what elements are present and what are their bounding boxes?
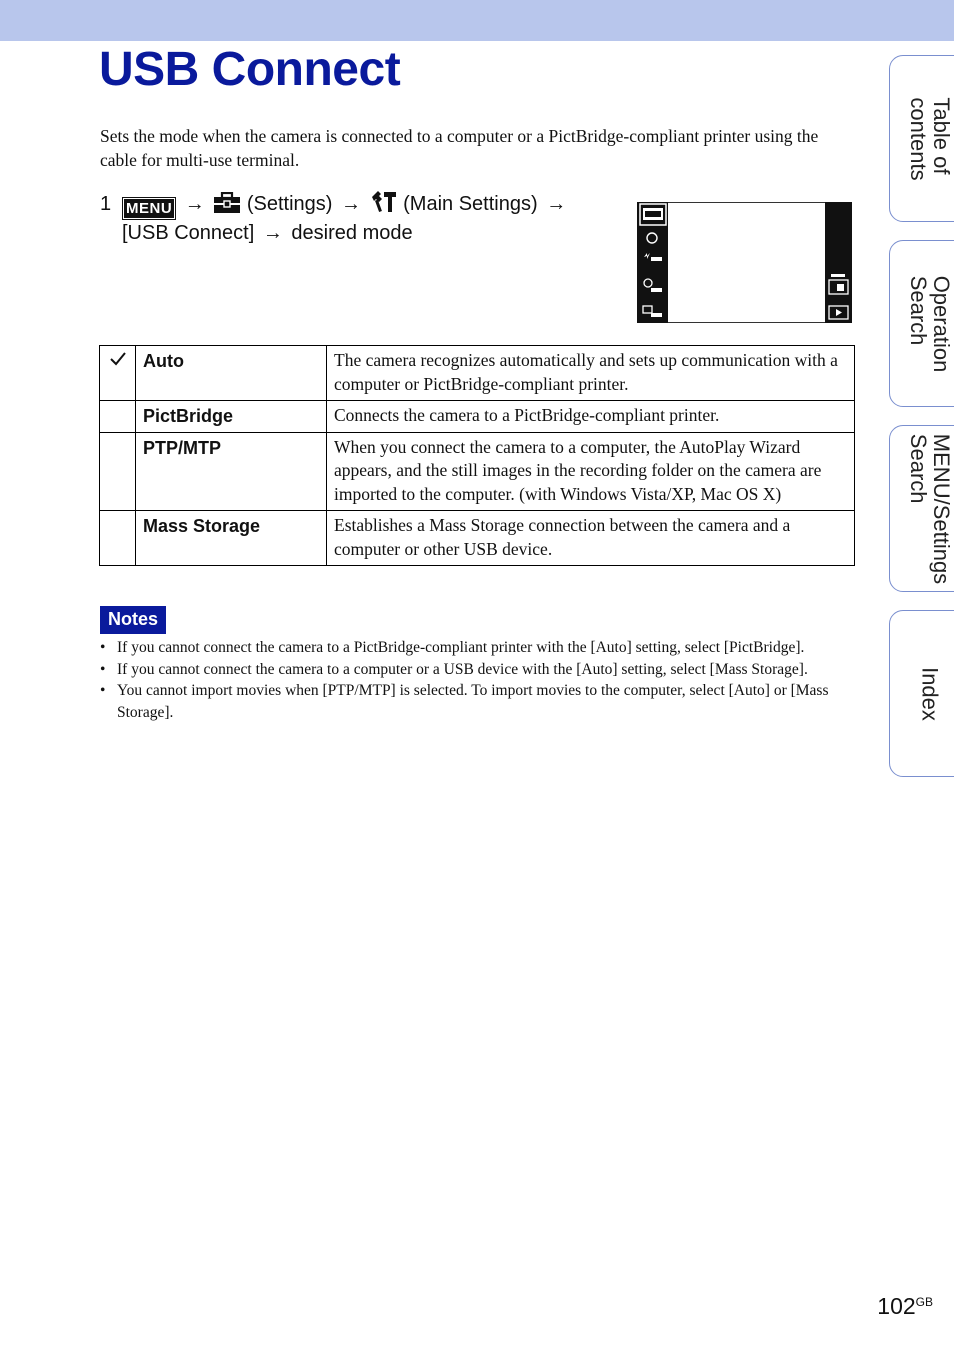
icon-cell (100, 432, 136, 511)
notes-heading: Notes (100, 606, 166, 634)
usb-connect-text: [USB Connect] (122, 222, 255, 244)
mode-table (99, 345, 855, 566)
tab-label (907, 275, 953, 372)
note-item: • If you cannot connect the camera to a PictBridge-compliant printer with the [Auto] setting, select [PictBridge]. (100, 637, 840, 659)
mode-description: Connects the camera to a PictBridge-compliant printer. (327, 401, 855, 433)
top-color-bar (0, 0, 954, 41)
tab-label (907, 433, 953, 583)
page-number-value: 102 (877, 1293, 916, 1319)
note-item: • If you cannot connect the camera to a computer or a USB device with the [Auto] setting, select [Mass Storage]. (100, 659, 840, 681)
default-checkmark-cell (100, 346, 136, 401)
tab-operation-search[interactable] (889, 240, 954, 407)
screen-left-bar (637, 202, 668, 323)
tab-label (919, 667, 942, 721)
desired-mode-text: desired mode (291, 222, 413, 244)
arrow-icon: → (262, 222, 283, 244)
table-row (100, 432, 855, 511)
main-settings-text: (Main Settings) (403, 193, 538, 215)
settings-text: (Settings) (246, 193, 333, 215)
menu-icon: MENU (122, 197, 176, 220)
step-number: 1 (100, 193, 112, 215)
mode-description: The camera recognizes automatically and sets up communication with a computer or PictBridge-compliant printer. (327, 346, 855, 401)
table-row (100, 346, 855, 401)
arrow-icon: → (184, 193, 205, 215)
tab-label-line: Operation (929, 275, 954, 372)
arrow-icon: → (546, 193, 567, 215)
icon-cell (100, 511, 136, 566)
tab-index[interactable] (889, 610, 954, 777)
screen-frame (668, 202, 825, 323)
mode-name: PictBridge (136, 401, 327, 433)
tab-label (907, 97, 953, 180)
tab-label-line: Index (917, 666, 943, 721)
checkmark-icon (110, 353, 126, 370)
mode-name: Auto (136, 346, 327, 401)
mode-name: Mass Storage (136, 511, 327, 566)
step-line-2 (122, 219, 413, 248)
tab-label-line: Search (906, 433, 931, 504)
mode-description: When you connect the camera to a computer, the AutoPlay Wizard appears, and the still images in the recording folder on the camera are imported to the computer. (with Windows Vista/XP, Mac OS X) (327, 432, 855, 511)
intro-text: Sets the mode when the camera is connected to a computer or a PictBridge-compliant printer using the cable for multi-use terminal. (100, 126, 819, 170)
tab-menu-settings-search[interactable] (889, 425, 954, 592)
tab-label-line: MENU/Settings (929, 433, 954, 584)
page-number-suffix: GB (915, 1295, 933, 1309)
mode-description: Establishes a Mass Storage connection between the camera and a computer or other USB device. (327, 511, 855, 566)
camera-screen-illustration (637, 202, 852, 323)
page-title: USB Connect (99, 43, 401, 96)
page-number (877, 1293, 933, 1320)
icon-cell (100, 401, 136, 433)
notes-list (100, 637, 840, 723)
table-row (100, 401, 855, 433)
tab-table-of-contents[interactable] (889, 55, 954, 222)
mode-name: PTP/MTP (136, 432, 327, 511)
tab-label-line: contents (906, 96, 931, 181)
note-item: • You cannot import movies when [PTP/MTP] is selected. To import movies to the computer, select [Auto] or [Mass Storage]. (100, 680, 840, 723)
tab-label-line: Search (906, 275, 931, 345)
screen-right-bar (825, 202, 852, 323)
tab-label-line: Table of (929, 96, 954, 174)
arrow-icon: → (341, 193, 362, 215)
table-row (100, 511, 855, 566)
